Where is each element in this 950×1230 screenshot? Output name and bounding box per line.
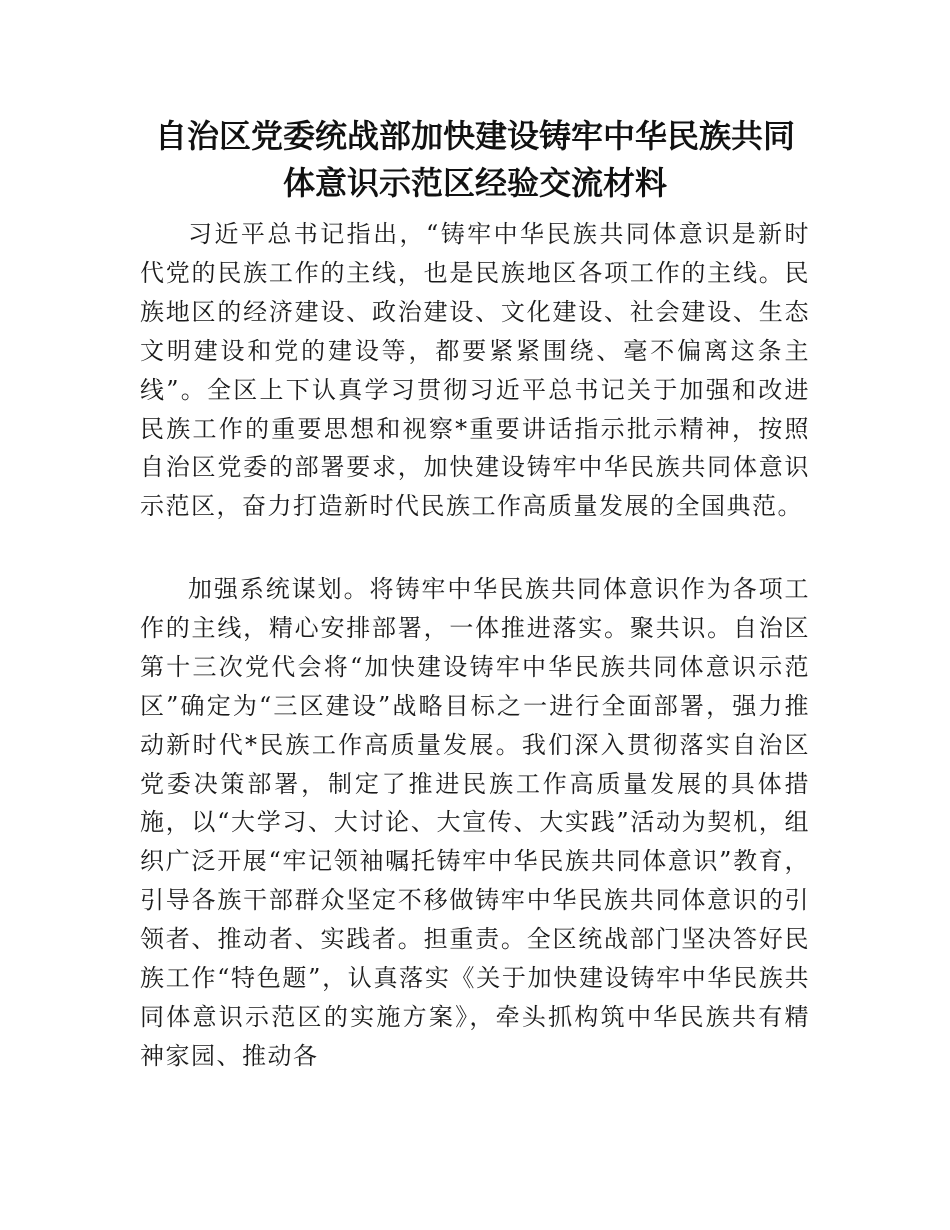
paragraph-systematic-planning: 加强系统谋划。将铸牢中华民族共同体意识作为各项工作的主线，精心安排部署，一体推进落实。聚共识。自治区第十三次党代会将“加快建设铸牢中华民族共同体意识示范区”确定为“三区建设”战略目标之一进行全面部署，强力推动新时代*民族工作高质量发展。我们深入贯彻落实自治区党委决策部署，制定了推进民族工作高质量发展的具体措施，以“大学习、大讨论、大宣传、大实践”活动为契机，组织广泛开展“牢记领袖嘱托铸牢中华民族共同体意识”教育，引导各族干部群众坚定不移做铸牢中华民族共同体意识的引领者、推动者、实践者。担重责。全区统战部门坚决答好民族工作“特色题”，认真落实《关于加快建设铸牢中华民族共同体意识示范区的实施方案》，牵头抓构筑中华民族共有精神家园、推动各 [140,575,810,1070]
document-title: 自治区党委统战部加快建设铸牢中华民族共同体意识示范区经验交流材料 [154,117,795,202]
paragraph-intro: 习近平总书记指出，“铸牢中华民族共同体意识是新时代党的民族工作的主线，也是民族地区各项工作的主线。民族地区的经济建设、政治建设、文化建设、社会建设、生态文明建设和党的建设等，都要紧紧围绕、毫不偏离这条主线”。全区上下认真学习贯彻习近平总书记关于加强和改进民族工作的重要思想和视察*重要讲话指示批示精神，按照自治区党委的部署要求，加快建设铸牢中华民族共同体意识示范区，奋力打造新时代民族工作高质量发展的全国典范。 [140,220,810,521]
